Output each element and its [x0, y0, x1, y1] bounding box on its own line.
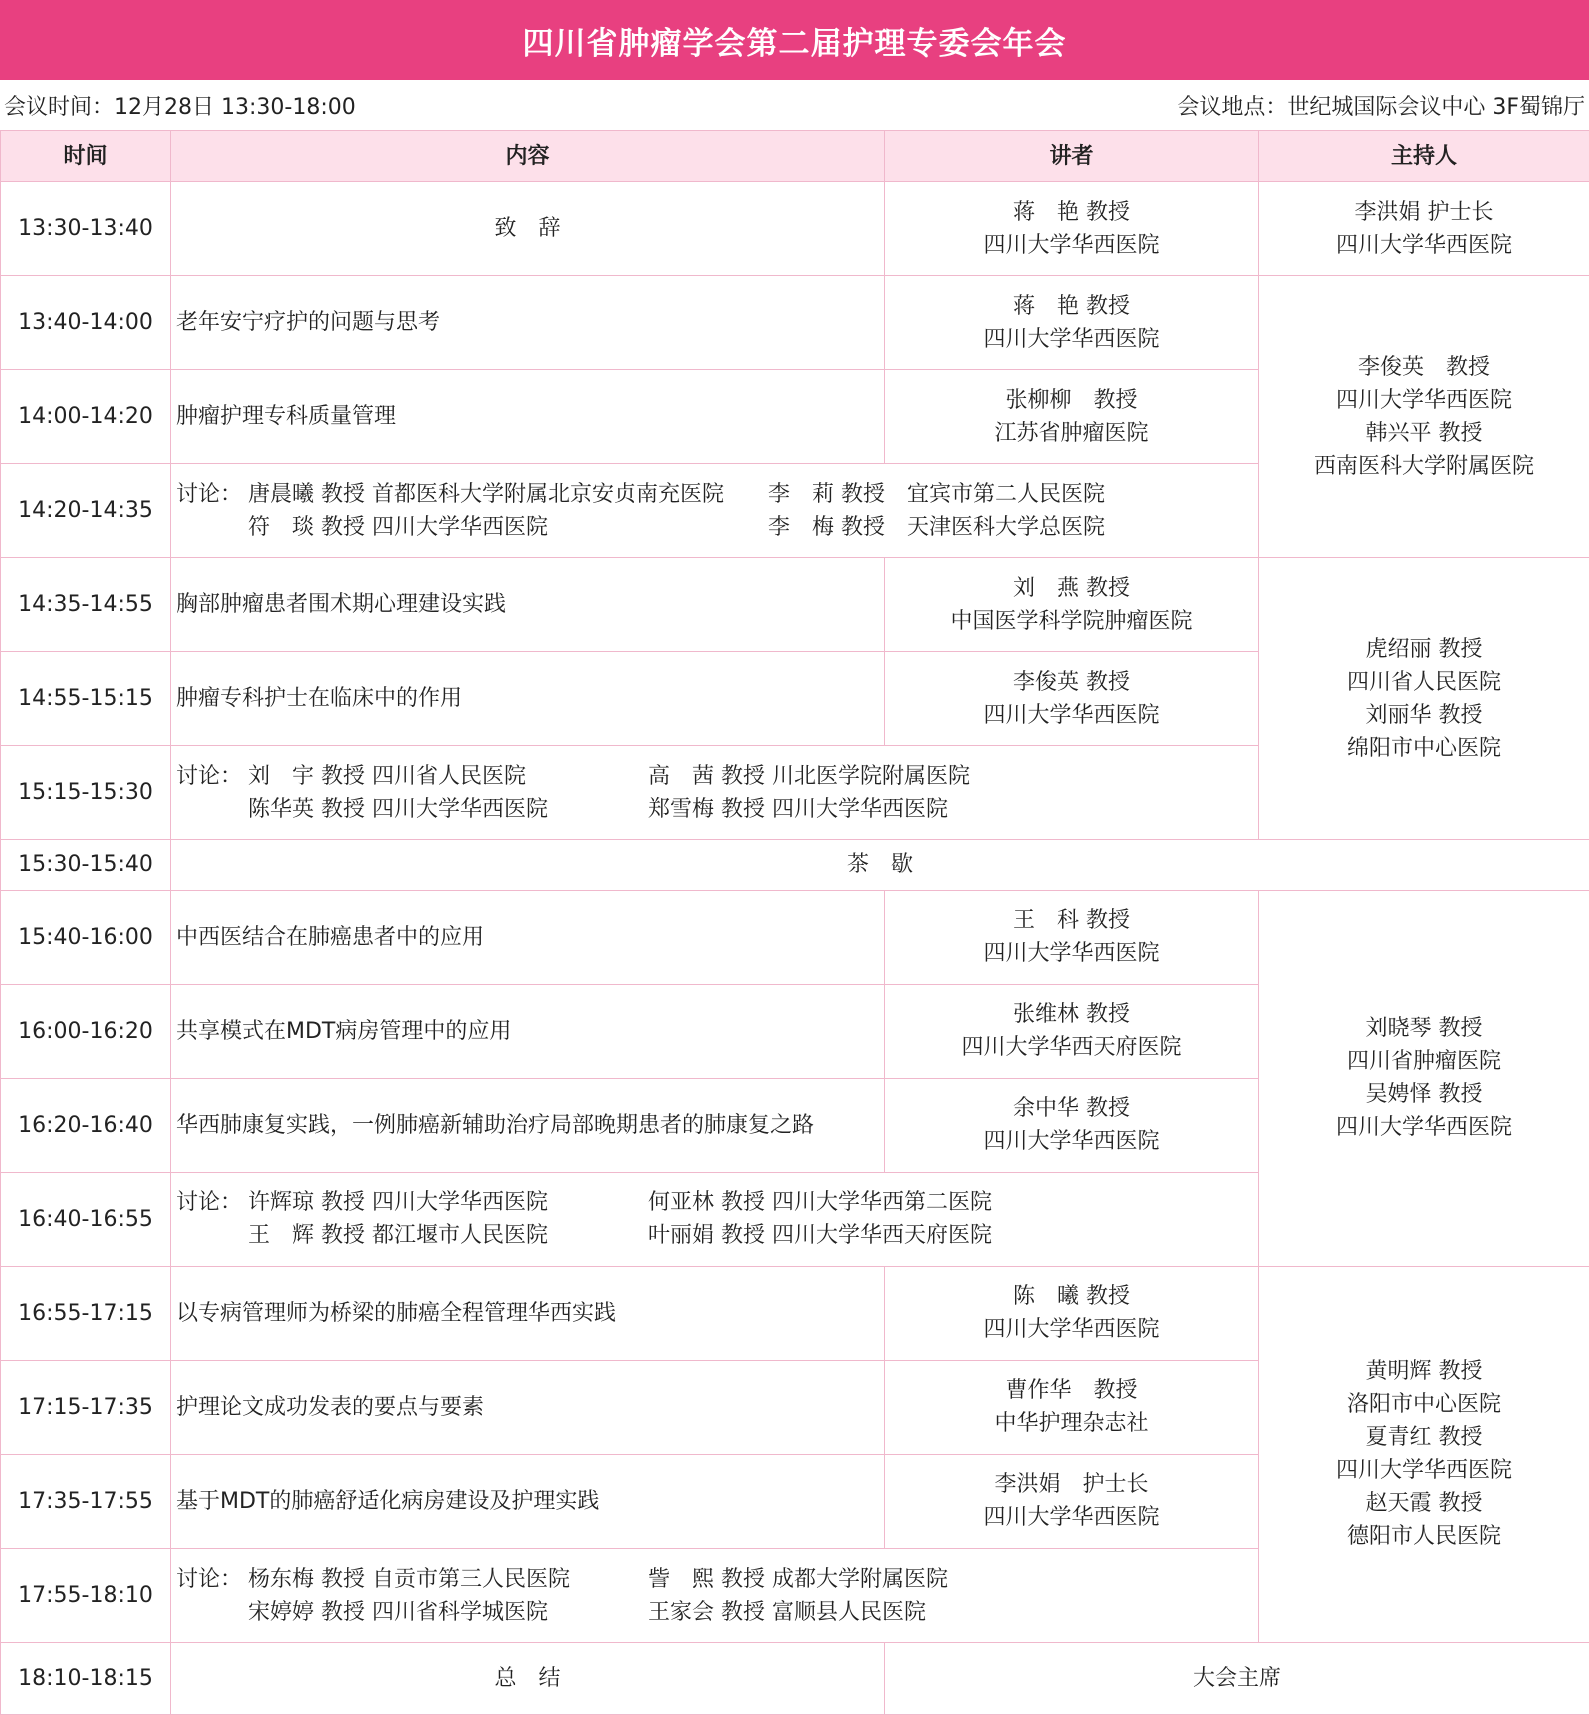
table-header — [1, 131, 1589, 182]
row-content: 致 辞 — [171, 182, 885, 276]
discussant: 符 琰 教授 四川大学华西医院 — [248, 514, 548, 540]
row-content: 肿瘤护理专科质量管理 — [171, 370, 885, 464]
row-speaker — [885, 890, 1259, 984]
meeting-info — [0, 80, 1589, 130]
host-name: 韩兴平 教授 — [1365, 420, 1483, 446]
row-content: 以专病管理师为桥梁的肺癌全程管理华西实践 — [171, 1266, 885, 1360]
host-name: 赵天霞 教授 — [1365, 1491, 1483, 1517]
row-time: 14:00-14:20 — [1, 370, 171, 464]
row-content: 茶 歇 — [171, 840, 1589, 891]
table-row — [1, 890, 1589, 984]
speaker-name: 张柳柳 教授 — [1005, 387, 1138, 413]
discussant: 王家会 教授 富顺县人民医院 — [648, 1599, 926, 1625]
discussion-label: 讨论： — [176, 1190, 243, 1216]
discussant: 郑雪梅 教授 四川大学华西医院 — [648, 796, 948, 822]
host-name: 李俊英 教授 — [1357, 354, 1490, 380]
host-affiliation: 四川省肿瘤医院 — [1346, 1049, 1501, 1075]
row-time: 15:40-16:00 — [1, 890, 171, 984]
row-time: 13:40-14:00 — [1, 276, 171, 370]
row-content: 总 结 — [171, 1643, 885, 1715]
discussion-label: 讨论： — [176, 1566, 243, 1592]
discussant: 訾 熙 教授 成都大学附属医院 — [648, 1566, 948, 1592]
row-time: 14:55-15:15 — [1, 652, 171, 746]
discussion-label: 讨论： — [176, 763, 243, 789]
meeting-place: 会议地点：世纪城国际会议中心 3F蜀锦厅 — [1177, 94, 1585, 120]
row-time: 14:35-14:55 — [1, 558, 171, 652]
speaker-name: 王 科 教授 — [1013, 908, 1130, 934]
row-time: 15:30-15:40 — [1, 840, 171, 891]
row-content: 胸部肿瘤患者围术期心理建设实践 — [171, 558, 885, 652]
table-row — [1, 1266, 1589, 1360]
row-content: 共享模式在MDT病房管理中的应用 — [171, 984, 885, 1078]
row-time: 14:20-14:35 — [1, 464, 171, 558]
speaker-affiliation: 四川大学华西医院 — [983, 232, 1160, 258]
row-discussion — [171, 1548, 1259, 1642]
row-speaker — [885, 1360, 1259, 1454]
host-affiliation: 四川大学华西医院 — [1335, 1115, 1512, 1141]
row-speaker — [885, 370, 1259, 464]
row-speaker — [885, 1454, 1259, 1548]
row-speaker — [885, 1266, 1259, 1360]
speaker-affiliation: 四川大学华西医院 — [983, 702, 1160, 728]
discussant: 宋婷婷 教授 四川省科学城医院 — [248, 1599, 548, 1625]
row-time: 17:15-17:35 — [1, 1360, 171, 1454]
table-row — [1, 182, 1589, 276]
host-group-2 — [1259, 558, 1589, 840]
host-name: 黄明辉 教授 — [1365, 1359, 1483, 1385]
host-affiliation: 西南医科大学附属医院 — [1313, 453, 1534, 479]
host-affiliation: 四川大学华西医院 — [1335, 387, 1512, 413]
row-content: 护理论文成功发表的要点与要素 — [171, 1360, 885, 1454]
row-speaker — [885, 652, 1259, 746]
meeting-time: 会议时间：12月28日 13:30-18:00 — [4, 94, 356, 120]
discussant: 高 茜 教授 川北医学院附属医院 — [648, 763, 970, 789]
header-speaker: 讲者 — [885, 131, 1259, 182]
speaker-name: 张维林 教授 — [1013, 1002, 1130, 1028]
speaker-affiliation: 四川大学华西医院 — [983, 941, 1160, 967]
host-name: 夏青红 教授 — [1365, 1425, 1483, 1451]
schedule-table — [0, 130, 1589, 1715]
row-time: 16:40-16:55 — [1, 1172, 171, 1266]
table-row — [1, 840, 1589, 891]
row-time: 17:35-17:55 — [1, 1454, 171, 1548]
host-name: 吴娉怿 教授 — [1365, 1082, 1483, 1108]
table-row — [1, 276, 1589, 370]
speaker-affiliation: 四川大学华西医院 — [983, 326, 1160, 352]
speaker-name: 李洪娟 护士长 — [994, 1472, 1149, 1498]
host-name: 刘丽华 教授 — [1365, 702, 1483, 728]
host-affiliation: 绵阳市中心医院 — [1346, 735, 1501, 761]
host-name: 李洪娟 护士长 — [1354, 199, 1494, 225]
discussant: 唐晨曦 教授 首都医科大学附属北京安贞南充医院 — [248, 481, 724, 507]
row-speaker — [885, 984, 1259, 1078]
host-affiliation: 德阳市人民医院 — [1346, 1524, 1501, 1550]
header-host: 主持人 — [1259, 131, 1589, 182]
speaker-name: 李俊英 教授 — [1013, 669, 1130, 695]
header-content: 内容 — [171, 131, 885, 182]
row-discussion — [171, 746, 1259, 840]
page-title: 四川省肿瘤学会第二届护理专委会年会 — [0, 0, 1589, 80]
row-content: 基于MDT的肺癌舒适化病房建设及护理实践 — [171, 1454, 885, 1548]
speaker-affiliation: 四川大学华西医院 — [983, 1505, 1160, 1531]
discussant: 许辉琼 教授 四川大学华西医院 — [248, 1190, 548, 1216]
row-content: 老年安宁疗护的问题与思考 — [171, 276, 885, 370]
header-time: 时间 — [1, 131, 171, 182]
speaker-name: 余中华 教授 — [1013, 1096, 1130, 1122]
row-time: 16:55-17:15 — [1, 1266, 171, 1360]
row-time: 15:15-15:30 — [1, 746, 171, 840]
row-speaker: 大会主席 — [885, 1643, 1589, 1715]
discussant: 王 辉 教授 都江堰市人民医院 — [248, 1223, 548, 1249]
row-time: 16:20-16:40 — [1, 1078, 171, 1172]
discussant: 陈华英 教授 四川大学华西医院 — [248, 796, 548, 822]
speaker-name: 曹作华 教授 — [1005, 1378, 1138, 1404]
discussant: 李 莉 教授 宜宾市第二人民医院 — [768, 481, 1105, 507]
discussant: 杨东梅 教授 自贡市第三人民医院 — [248, 1566, 570, 1592]
row-content: 华西肺康复实践，一例肺癌新辅助治疗局部晚期患者的肺康复之路 — [171, 1078, 885, 1172]
row-content: 中西医结合在肺癌患者中的应用 — [171, 890, 885, 984]
speaker-affiliation: 四川大学华西医院 — [983, 1129, 1160, 1155]
row-discussion — [171, 1172, 1259, 1266]
discussant: 刘 宇 教授 四川省人民医院 — [248, 763, 526, 789]
speaker-affiliation: 中华护理杂志社 — [994, 1411, 1149, 1437]
row-speaker — [885, 1078, 1259, 1172]
row-discussion — [171, 464, 1259, 558]
row-speaker — [885, 182, 1259, 276]
row-speaker — [885, 558, 1259, 652]
table-row — [1, 558, 1589, 652]
speaker-name: 蒋 艳 教授 — [1013, 199, 1130, 225]
row-time: 16:00-16:20 — [1, 984, 171, 1078]
host-affiliation: 洛阳市中心医院 — [1346, 1392, 1501, 1418]
speaker-affiliation: 中国医学科学院肿瘤医院 — [950, 608, 1193, 634]
row-speaker — [885, 276, 1259, 370]
speaker-name: 陈 曦 教授 — [1013, 1284, 1130, 1310]
host-affiliation: 四川省人民医院 — [1346, 669, 1501, 695]
host-group-3 — [1259, 890, 1589, 1266]
speaker-name: 刘 燕 教授 — [1013, 575, 1130, 601]
host-name: 刘晓琴 教授 — [1365, 1016, 1483, 1042]
row-time: 17:55-18:10 — [1, 1548, 171, 1642]
row-time: 18:10-18:15 — [1, 1643, 171, 1715]
row-content: 肿瘤专科护士在临床中的作用 — [171, 652, 885, 746]
table-row — [1, 1643, 1589, 1715]
discussant: 何亚林 教授 四川大学华西第二医院 — [648, 1190, 992, 1216]
host-group-1 — [1259, 276, 1589, 558]
row-host — [1259, 182, 1589, 276]
host-name: 虎绍丽 教授 — [1365, 636, 1483, 662]
discussant: 叶丽娟 教授 四川大学华西天府医院 — [648, 1223, 992, 1249]
speaker-affiliation: 四川大学华西医院 — [983, 1317, 1160, 1343]
row-time: 13:30-13:40 — [1, 182, 171, 276]
speaker-affiliation: 四川大学华西天府医院 — [961, 1035, 1182, 1061]
host-affiliation: 四川大学华西医院 — [1335, 232, 1512, 258]
host-group-4 — [1259, 1266, 1589, 1642]
speaker-affiliation: 江苏省肿瘤医院 — [994, 420, 1149, 446]
discussant: 李 梅 教授 天津医科大学总医院 — [768, 514, 1105, 540]
discussion-label: 讨论： — [176, 481, 243, 507]
speaker-name: 蒋 艳 教授 — [1013, 293, 1130, 319]
host-affiliation: 四川大学华西医院 — [1335, 1458, 1512, 1484]
